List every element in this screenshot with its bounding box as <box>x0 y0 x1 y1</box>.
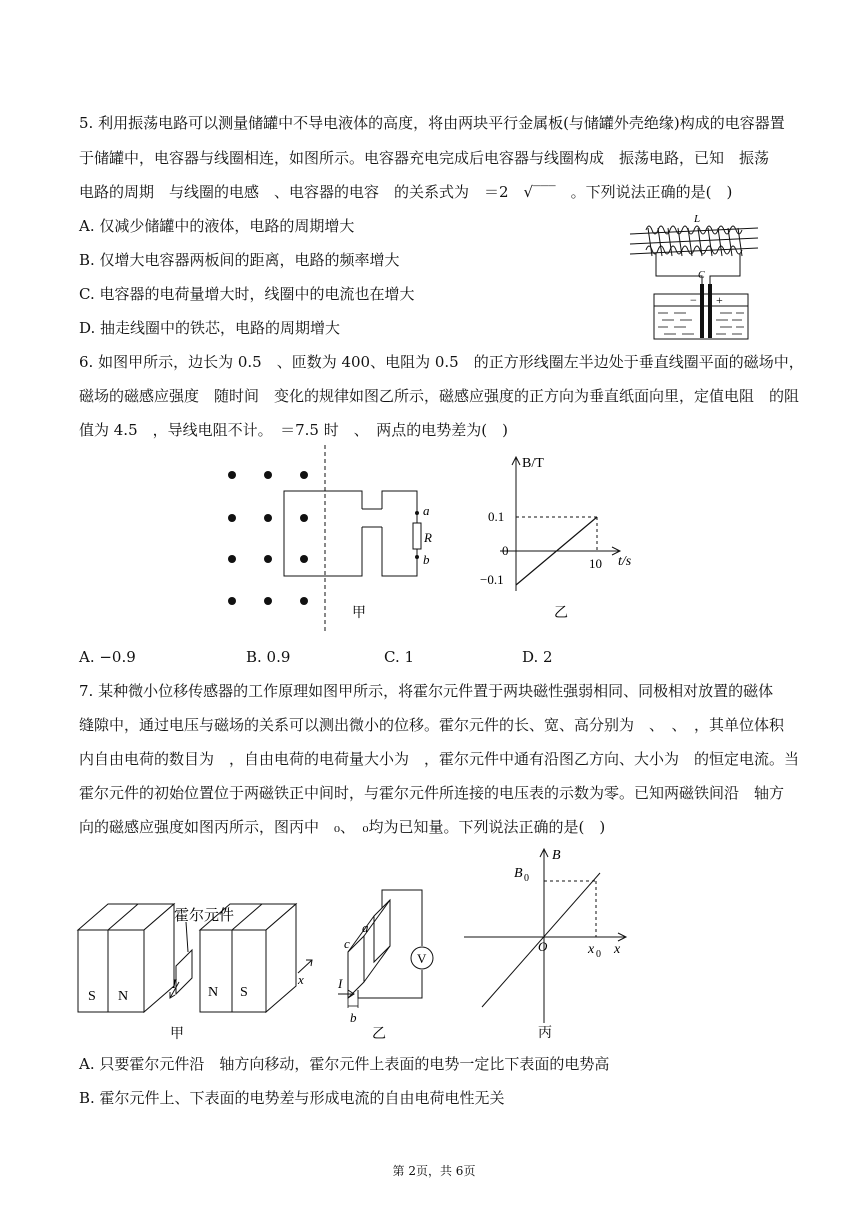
capacitor-plate-left <box>700 284 704 338</box>
plus-sign: + <box>716 293 723 307</box>
resistor <box>413 523 421 549</box>
figure-yi-bt-graph <box>470 445 650 620</box>
inductor-label: L <box>694 213 701 225</box>
q5-option-c: C. 电容器的电荷量增大时，线圈中的电流也在增大 <box>79 285 415 303</box>
b-axis-label: B <box>552 848 561 863</box>
figure-jia-caption-q7: 甲 <box>170 1026 184 1042</box>
tick-label-0-1: 0.1 <box>488 509 505 524</box>
figure-jia-coil <box>220 445 445 635</box>
b0-label: B <box>514 866 523 881</box>
figure-jia-magnets <box>76 880 326 1050</box>
figure-yi-hall-circuit <box>334 886 444 1046</box>
q5-line-1: 5. 利用振荡电路可以测量储罐中不导电液体的高度，将由两块平行金属板(与储罐外壳绝缘)构成的电容器置 <box>79 114 785 132</box>
page-footer: 第 2页，共 6页 <box>392 1164 476 1178</box>
hall-element-label: 霍尔元件 <box>174 906 235 924</box>
figure-bing-caption: 丙 <box>538 1025 552 1041</box>
q7-line-4: 霍尔元件的初始位置位于两磁铁正中间时，与霍尔元件所连接的电压表的示数为零。已知两磁铁间沿 轴方 <box>79 784 785 802</box>
current-label-i: I <box>172 976 177 991</box>
q7-option-b: B. 霍尔元件上、下表面的电势差与形成电流的自由电荷电性无关 <box>79 1089 505 1107</box>
q5-option-d: D. 抽走线圈中的铁芯，电路的周期增大 <box>79 319 341 337</box>
capacitor-plate-right <box>708 284 712 338</box>
label-a-hall: a <box>362 920 369 935</box>
lc-circuit-diagram <box>628 210 763 342</box>
q7-line-1: 7. 某种微小位移传感器的工作原理如图甲所示，将霍尔元件置于两块磁性强弱相同、同极相对放置的磁体 <box>79 682 774 700</box>
q7-line-2: 缝隙中，通过电压与磁场的关系可以测出微小的位移。霍尔元件的长、宽、高分别为 、 、 ，其单位体积 <box>79 716 785 734</box>
b0-subscript: 0 <box>524 873 529 884</box>
tick-label-0: 0 <box>502 543 509 558</box>
figure-jia-caption: 甲 <box>352 605 366 621</box>
label-i-hall: I <box>338 976 343 991</box>
hall-plate-back <box>374 900 390 962</box>
x-axis-label-bing: x <box>614 942 621 957</box>
point-b-label: b <box>423 552 430 567</box>
q7-line-5: 向的磁感应强度如图丙所示，图丙中 ₀、 ₀均为已知量。下列说法正确的是( ) <box>79 818 606 836</box>
q5-line-3: 电路的周期 与线圈的电感 、电容器的电容 的关系式为 ＝2 √‾‾‾ 。下列说法正确的是( ) <box>79 183 733 201</box>
capacitor-label: C <box>698 270 705 281</box>
q6-option-b: B. 0.9 <box>246 648 291 666</box>
q5-line-2: 于储罐中，电容器与线圈相连，如图所示。电容器充电完成后电容器与线圈构成 振荡电路，已知 振荡 <box>79 149 770 167</box>
figure-yi-caption-q7: 乙 <box>372 1026 386 1042</box>
hall-plate-front <box>348 936 364 998</box>
label-b-hall: b <box>350 1010 357 1025</box>
figure-bing-bx-graph <box>460 843 635 1043</box>
tick-label-10: 10 <box>589 556 602 571</box>
magnet-n-right: N <box>208 985 219 1000</box>
q6-line-3: 值为 4.5 ，导线电阻不计。 ＝7.5 时 、 两点的电势差为( ) <box>79 421 508 439</box>
q6-line-2: 磁场的磁感应强度 随时间 变化的规律如图乙所示，磁感应强度的正方向为垂直纸面向里，定值电阻 的阻 <box>79 387 800 405</box>
resistor-label: R <box>424 530 432 545</box>
hall-element <box>176 950 192 994</box>
x-axis-label-magnets: x <box>298 972 304 987</box>
y-axis-label: B/T <box>522 456 544 471</box>
figure-yi-caption: 乙 <box>554 605 568 620</box>
voltmeter-label: V <box>417 951 427 966</box>
x0-subscript: 0 <box>596 949 601 960</box>
q5-option-a: A. 仅减少储罐中的液体，电路的周期增大 <box>79 217 355 235</box>
q6-line-1: 6. 如图甲所示，边长为 0.5 、匝数为 400、电阻为 0.5 的正方形线圈左半边处于垂直线圈平面的磁场中， <box>79 353 804 371</box>
q5-option-b: B. 仅增大电容器两板间的距离，电路的频率增大 <box>79 251 400 269</box>
point-a-label: a <box>423 503 430 518</box>
origin-label: O <box>538 939 548 954</box>
magnet-s-right: S <box>240 985 248 1000</box>
tick-label-neg-0-1: −0.1 <box>480 572 504 587</box>
label-c-hall: c <box>344 936 350 951</box>
q6-option-a: A. −0.9 <box>79 648 136 666</box>
magnet-s-left: S <box>88 989 96 1004</box>
x0-label: x <box>588 942 595 957</box>
x-axis-label: t/s <box>618 554 632 569</box>
minus-sign: − <box>690 293 697 307</box>
q6-option-c: C. 1 <box>384 648 415 666</box>
q7-line-3: 内自由电荷的数目为 ，自由电荷的电荷量大小为 ，霍尔元件中通有沿图乙方向、大小为 的恒定电流。当 <box>79 750 800 768</box>
magnet-n-left: N <box>118 989 129 1004</box>
q6-option-d: D. 2 <box>522 648 553 666</box>
q7-option-a: A. 只要霍尔元件沿 轴方向移动，霍尔元件上表面的电势一定比下表面的电势高 <box>79 1055 610 1073</box>
